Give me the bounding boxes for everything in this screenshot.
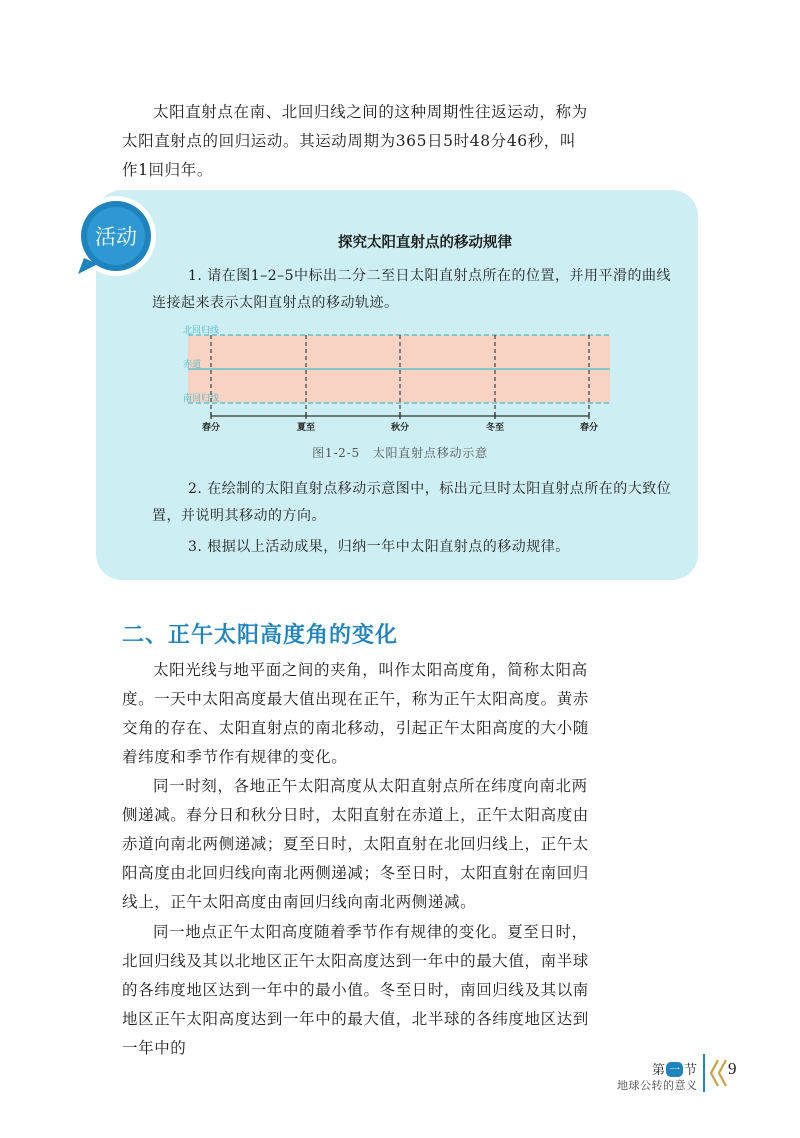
label-tropic-of-capricorn: 南回归线	[183, 394, 220, 404]
page-number: 9	[728, 1059, 737, 1078]
activity-item-3: 3. 根据以上活动成果，归纳一年中太阳直射点的移动规律。	[188, 539, 570, 555]
figure-caption: 图1-2-5 太阳直射点移动示意	[312, 446, 488, 460]
tick-label-spring-equinox: 春分	[201, 423, 221, 433]
chapter-prefix: 第	[652, 1063, 666, 1078]
activity-badge-label: 活动	[95, 225, 137, 249]
label-tropic-of-cancer: 北回归线	[183, 326, 220, 336]
tick-label-spring-equinox-2: 春分	[579, 423, 599, 433]
tick-label-winter-solstice: 冬至	[485, 423, 505, 433]
footer-chapter-label	[652, 1059, 697, 1078]
tick-label-summer-solstice: 夏至	[296, 423, 316, 433]
footer-subtitle: 地球公转的意义	[617, 1079, 698, 1092]
section-heading: 二、正午太阳高度角的变化	[122, 623, 399, 648]
footer-decoration-icon	[702, 1050, 730, 1094]
tick-label-autumn-equinox: 秋分	[390, 423, 410, 433]
intro-paragraph: 太阳直射点在南、北回归线之间的这种周期性往返运动，称为太阳直射点的回归运动。其运动周期为365日5时48分46秒，叫作1回归年。	[122, 103, 588, 179]
activity-badge	[70, 192, 162, 284]
activity-title: 探究太阳直射点的移动规律	[338, 235, 512, 251]
chapter-suffix: 节	[684, 1063, 698, 1078]
chapter-number-badge: 一	[666, 1062, 683, 1077]
label-equator: 赤道	[183, 360, 202, 370]
activity-item-2: 2. 在绘制的太阳直射点移动示意图中，标出元旦时太阳直射点所在的大致位置，并说明其移动的方向。	[152, 481, 672, 524]
section-paragraph-2: 同一时刻，各地正午太阳高度从太阳直射点所在纬度向南北两侧递减。春分日和秋分日时，太阳直射在赤道上，正午太阳高度由赤道向南北两侧递减；夏至日时，太阳直射在北回归线上，正午太阳高度由北回归线向南北两侧递减；冬至日时，太阳直射在南回归线上，正午太阳高度由南回归线向南北两侧递减。	[122, 777, 589, 911]
section-paragraph-1: 太阳光线与地平面之间的夹角，叫作太阳高度角，简称太阳高度。一天中太阳高度最大值出现在正午，称为正午太阳高度。黄赤交角的存在、太阳直射点的南北移动，引起正午太阳高度的大小随着纬度和季节作有规律的变化。	[122, 661, 589, 766]
activity-item-1: 1. 请在图1–2–5中标出二分二至日太阳直射点所在的位置，并用平滑的曲线连接起来表示太阳直射点的移动轨迹。	[152, 268, 672, 311]
section-paragraph-3: 同一地点正午太阳高度随着季节作有规律的变化。夏至日时，北回归线及其以北地区正午太阳高度达到一年中的最大值，南半球的各纬度地区达到一年中的最小值。冬至日时，南回归线及其以南地区正午太阳高度达到一年中的最大值，北半球的各纬度地区达到一年中的	[122, 923, 589, 1057]
sun-direct-point-diagram	[178, 322, 618, 442]
